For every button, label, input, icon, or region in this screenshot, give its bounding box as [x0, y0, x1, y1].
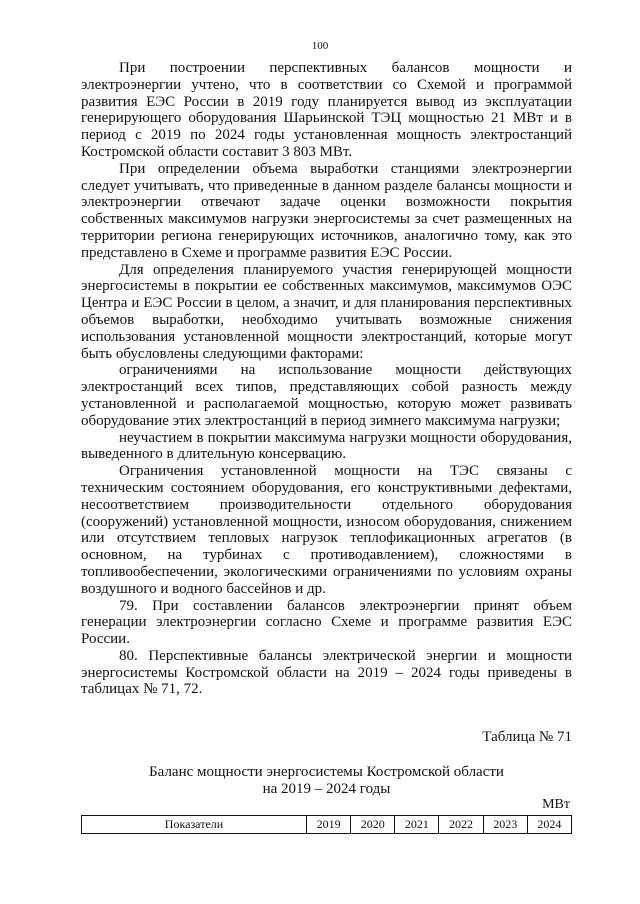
table-title — [81, 764, 572, 798]
paragraph: При определении объема выработки станциями электроэнергии следует учитывать, что приведенные в данном разделе балансы мощности и электроэнергии отвечают задаче оценки возможности покрытия собственных максимумов нагрузки энергосистемы за счет размещенных на территории региона генерирующих источников, аналогично тому, как это представлено в Схеме и программе развития ЕЭС России. — [81, 160, 572, 261]
table-title-line: Баланс мощности энергосистемы Костромской области — [149, 764, 504, 780]
paragraph-item-80: 80. Перспективные балансы электрической энергии и мощности энергосистемы Костромской области на 2019 – 2024 годы приведены в таблицах № 71, 72. — [81, 647, 572, 698]
paragraph: ограничениями на использование мощности действующих электростанций всех типов, представляющих собой разность между установленной и располагаемой мощностью, которую может развивать оборудование этих электростанций в период зимнего максимума нагрузки; — [81, 362, 572, 429]
paragraph: Ограничения установленной мощности на ТЭС связаны с техническим состоянием оборудования, его конструктивными дефектами, несоответствием производительности отдельного оборудования (сооружений) установленной мощности, износом оборудования, снижением или отсутствием тепловых нагрузок теплофикационных агрегатов (в основном, на турбинах с противодавлением), сложностями в топливообеспечении, экологическими ограничениями по условиям охраны воздушного и водного бассейнов и др. — [81, 463, 572, 597]
body-text — [81, 60, 572, 698]
column-header: 2020 — [351, 816, 395, 834]
column-header: Показатели — [82, 816, 307, 834]
column-header: 2022 — [439, 816, 483, 834]
table-caption: Таблица № 71 — [482, 729, 572, 745]
page-number: 100 — [311, 40, 329, 52]
column-header: 2024 — [527, 816, 571, 834]
column-header: 2021 — [395, 816, 439, 834]
paragraph: При построении перспективных балансов мощности и электроэнергии учтено, что в соответствии со Схемой и программой развития ЕЭС России в 2019 году планируется вывод из эксплуатации генерирующего оборудования Шарьинской ТЭЦ мощностью 21 МВт и в период с 2019 по 2024 годы установленная мощность электростанций Костромской области составит 3 803 МВт. — [81, 60, 572, 160]
column-header: 2019 — [307, 816, 351, 834]
unit-label: МВт — [542, 797, 570, 812]
column-header: 2023 — [483, 816, 527, 834]
balance-table — [81, 815, 572, 834]
paragraph: Для определения планируемого участия генерирующей мощности энергосистемы в покрытии ее собственных максимумов, максимумов ОЭС Центра и ЕЭС России в целом, а значит, и для планирования перспективных объемов выработки, необходимо учитывать возможные снижения использования установленной мощности электростанций, которые могут быть обусловлены следующими факторами: — [81, 261, 572, 362]
table-title-line: на 2019 – 2024 годы — [262, 781, 391, 797]
paragraph-item-79: 79. При составлении балансов электроэнергии принят объем генерации электроэнергии согласно Схеме и программе развития ЕЭС России. — [81, 597, 572, 648]
paragraph: неучастием в покрытии максимума нагрузки мощности оборудования, выведенного в длительную консервацию. — [81, 429, 572, 463]
table-header-row — [82, 816, 572, 834]
